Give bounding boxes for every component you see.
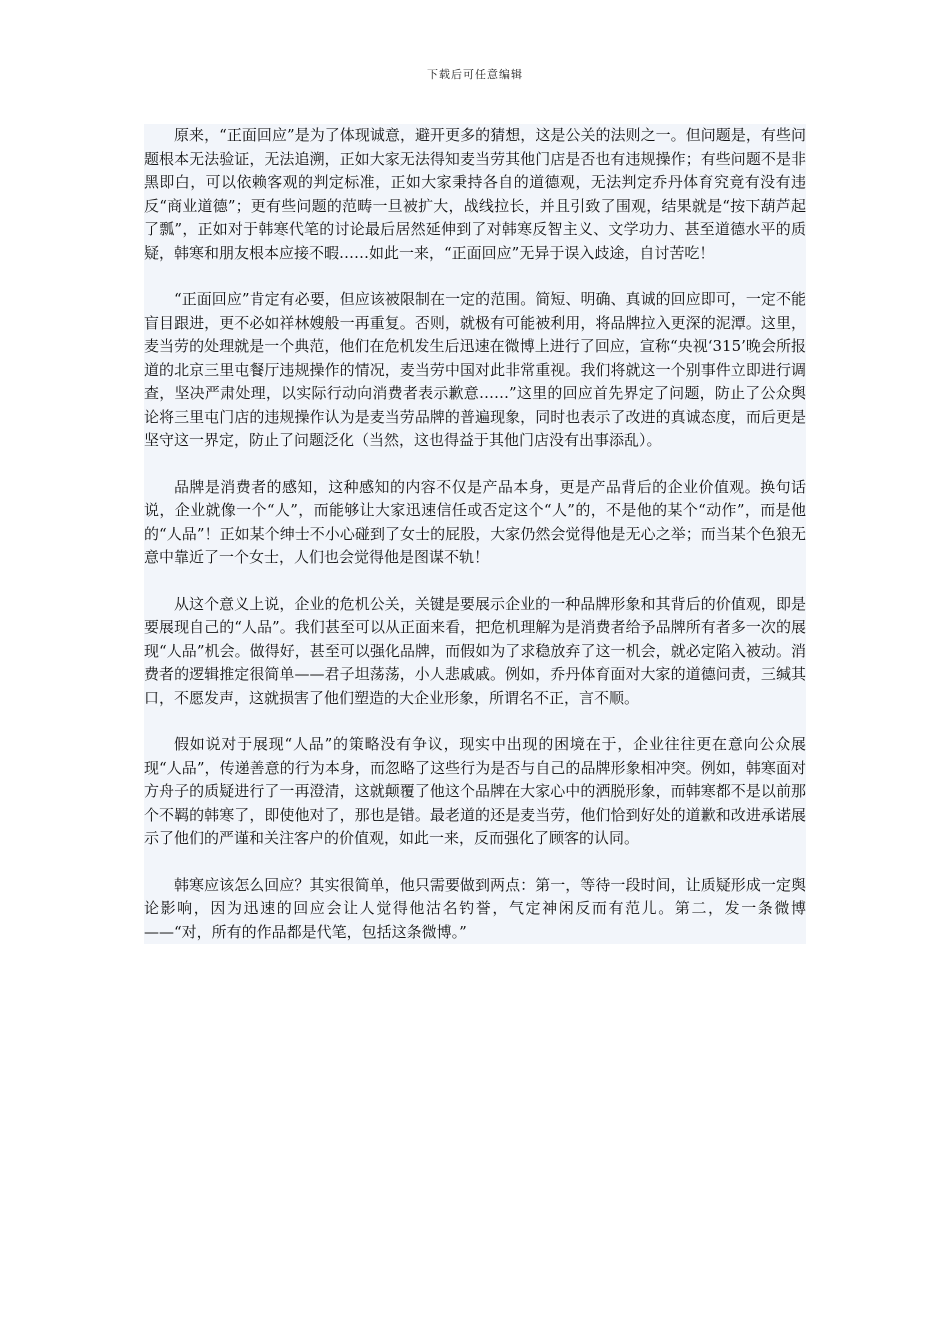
paragraph: “正面回应”肯定有必要，但应该被限制在一定的范围。简短、明确、真诚的回应即可，一定不能盲目跟进，更不必如祥林嫂般一再重复。否则，就极有可能被利用，将品牌拉入更深的泥潭。这里，麦当劳的处理就是一个典范，他们在危机发生后迅速在微博上进行了回应，宣称“央视‘315’晚会所报道的北京三里屯餐厅违规操作的情况，麦当劳中国对此非常重视。我们将就这一个别事件立即进行调查，坚决严肃处理，以实际行动向消费者表示歉意……”这里的回应首先界定了问题，防止了公众舆论将三里屯门店的违规操作认为是麦当劳品牌的普遍现象，同时也表示了改进的真诚态度，而后更是坚守这一界定，防止了问题泛化（当然，这也得益于其他门店没有出事添乱）。 bbox=[144, 290, 806, 449]
article-body bbox=[144, 124, 806, 944]
paragraph: 品牌是消费者的感知，这种感知的内容不仅是产品本身，更是产品背后的企业价值观。换句话说，企业就像一个“人”，而能够让大家迅速信任或否定这个“人”的，不是他的某个“动作”，而是他的“人品”！正如某个绅士不小心碰到了女士的屁股，大家仍然会觉得他是无心之举；而当某个色狼无意中靠近了一个女士，人们也会觉得他是图谋不轨！ bbox=[144, 477, 806, 566]
page-header-note: 下载后可任意编辑 bbox=[427, 68, 523, 81]
paragraph: 韩寒应该怎么回应？其实很简单，他只需要做到两点：第一，等待一段时间，让质疑形成一定舆论影响，因为迅速的回应会让人觉得他沽名钓誉，气定神闲反而有范儿。第二，发一条微博——“对，所有的作品都是代笔，包括这条微博。” bbox=[144, 875, 806, 941]
paragraph: 原来，“正面回应”是为了体现诚意，避开更多的猜想，这是公关的法则之一。但问题是，有些问题根本无法验证，无法追溯，正如大家无法得知麦当劳其他门店是否也有违规操作；有些问题不是非黑即白，可以依赖客观的判定标准，正如大家秉持各自的道德观，无法判定乔丹体育究竟有没有违反“商业道德”；更有些问题的范畴一旦被扩大，战线拉长，并且引致了围观，结果就是“按下葫芦起了瓢”，正如对于韩寒代笔的讨论最后居然延伸到了对韩寒反智主义、文学功力、甚至道德水平的质疑，韩寒和朋友根本应接不暇……如此一来，“正面回应”无异于误入歧途，自讨苦吃！ bbox=[144, 126, 806, 262]
paragraph: 假如说对于展现“人品”的策略没有争议，现实中出现的困境在于，企业往往更在意向公众展现“人品”，传递善意的行为本身，而忽略了这些行为是否与自己的品牌形象相冲突。例如，韩寒面对方舟子的质疑进行了一再澄清，这就颠覆了他这个品牌在大家心中的洒脱形象，而韩寒都不是以前那个不羁的韩寒了，即使他对了，那也是错。最老道的还是麦当劳，他们恰到好处的道歉和改进承诺展示了他们的严谨和关注客户的价值观，如此一来，反而强化了顾客的认同。 bbox=[144, 735, 806, 847]
paragraph: 从这个意义上说，企业的危机公关，关键是要展示企业的一种品牌形象和其背后的价值观，即是要展现自己的“人品”。我们甚至可以从正面来看，把危机理解为是消费者给予品牌所有者多一次的展现“人品”机会。做得好，甚至可以强化品牌，而假如为了求稳放弃了这一机会，就必定陷入被动。消费者的逻辑推定很简单——君子坦荡荡，小人悲戚戚。例如，乔丹体育面对大家的道德问责，三缄其口，不愿发声，这就损害了他们塑造的大企业形象，所谓名不正，言不顺。 bbox=[144, 594, 806, 707]
